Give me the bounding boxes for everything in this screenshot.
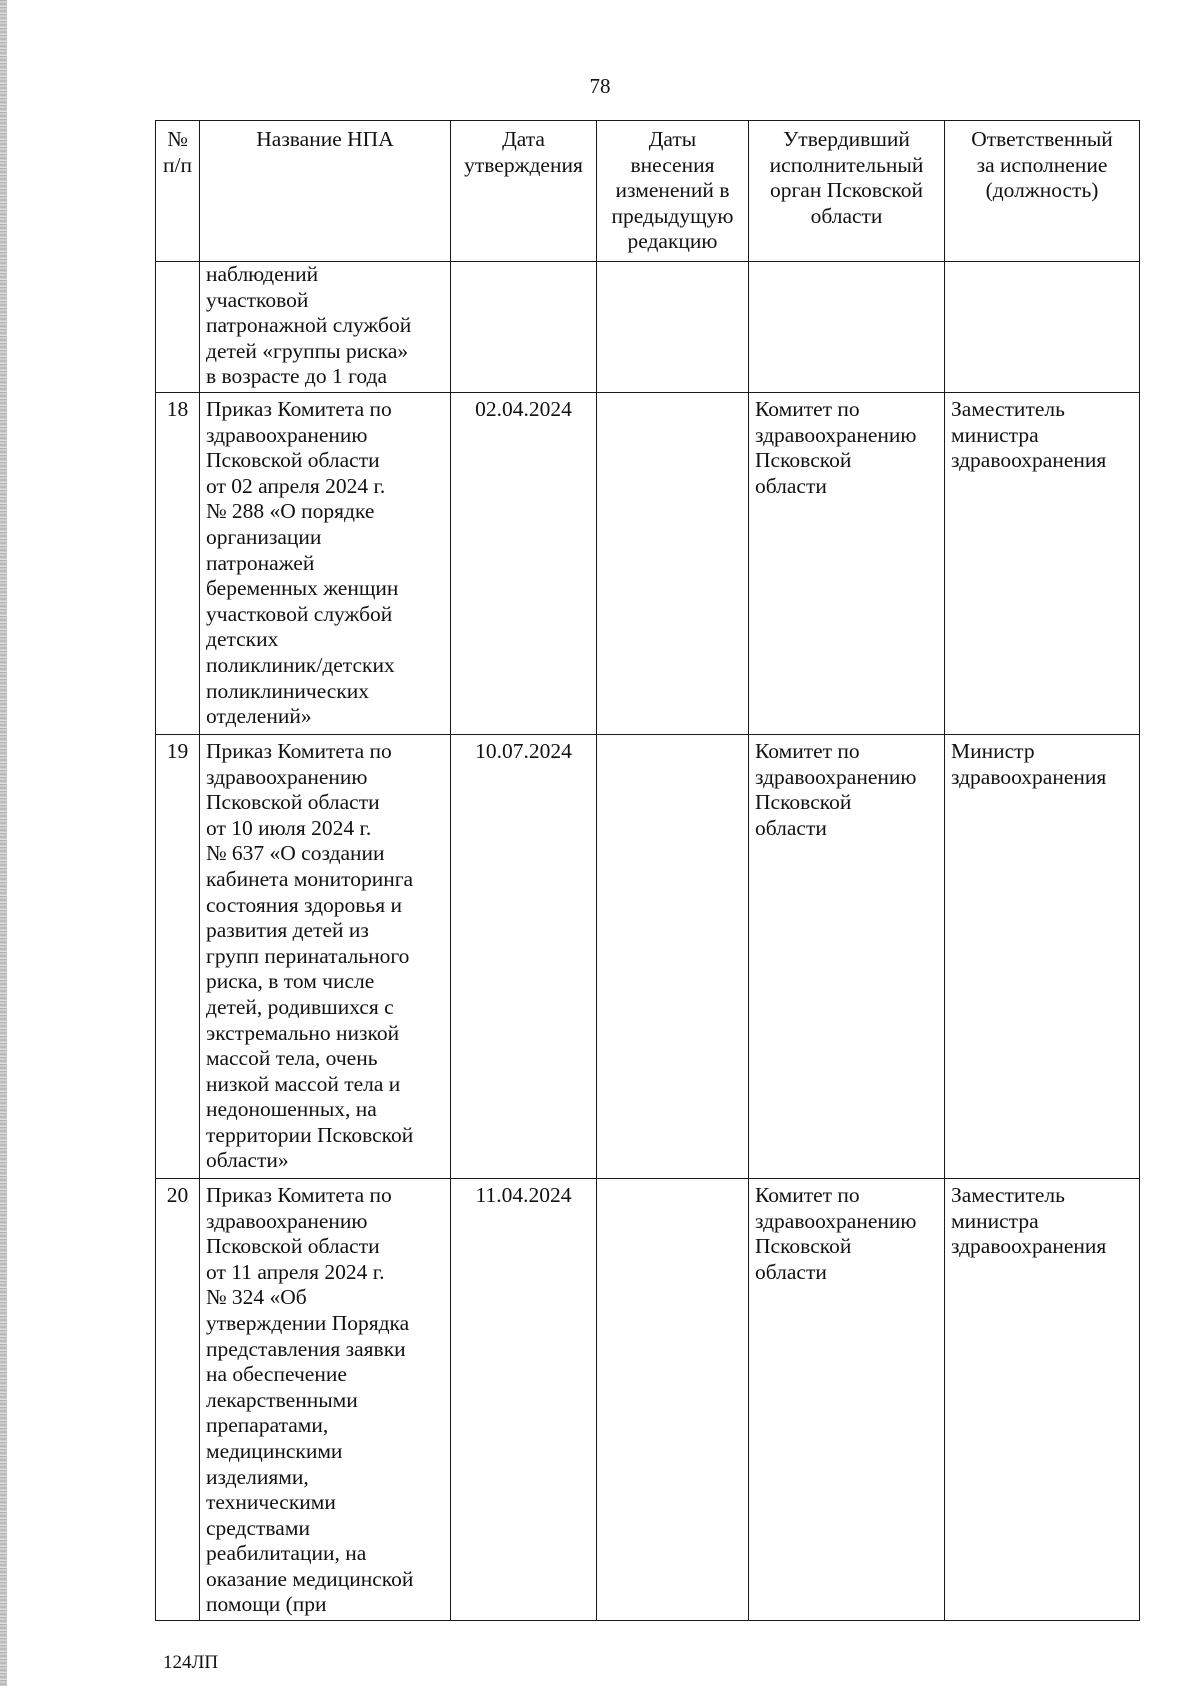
cell-date: 02.04.2024 <box>451 392 597 734</box>
header-approval-date: Дата утверждения <box>451 121 597 262</box>
page-number: 78 <box>589 74 611 98</box>
cell-changes <box>597 392 749 734</box>
cell-number: 18 <box>156 392 200 734</box>
header-responsible: Ответственный за исполнение (должность) <box>945 121 1140 262</box>
table-header-row <box>156 121 1140 262</box>
cell-name: Приказ Комитета по здравоохранению Псковской области от 10 июля 2024 г. № 637 «О создании кабинета мониторинга состояния здоровья и развития детей из групп перинатального риска, в том числе детей, родившихся с экстремально низкой массой тела, очень низкой массой тела и недоношенных, на территории Псковской области» <box>200 734 451 1178</box>
cell-date: 11.04.2024 <box>451 1178 597 1620</box>
cell-name: Приказ Комитета по здравоохранению Псковской области от 02 апреля 2024 г. № 288 «О порядке организации патронажей беременных женщин участковой службой детских поликлиник/детских поликлинических отделений» <box>200 392 451 734</box>
cell-name: Приказ Комитета по здравоохранению Псковской области от 11 апреля 2024 г. № 324 «Об утверждении Порядка представления заявки на обеспечение лекарственными препаратами, медицинскими изделиями, техническими средствами реабилитации, на оказание медицинской помощи (при <box>200 1178 451 1620</box>
table-row-continuation <box>156 262 1140 393</box>
cell-number: 20 <box>156 1178 200 1620</box>
table-row <box>156 734 1140 1178</box>
npa-table <box>155 120 1140 1621</box>
header-number: № п/п <box>156 121 200 262</box>
cell-changes <box>597 262 749 393</box>
table-row <box>156 1178 1140 1620</box>
cell-authority <box>749 262 945 393</box>
cell-authority: Комитет по здравоохранению Псковской области <box>749 734 945 1178</box>
cell-authority: Комитет по здравоохранению Псковской области <box>749 1178 945 1620</box>
header-change-dates: Даты внесения изменений в предыдущую редакцию <box>597 121 749 262</box>
cell-changes <box>597 1178 749 1620</box>
header-name: Название НПА <box>200 121 451 262</box>
header-approving-authority: Утвердивший исполнительный орган Псковской области <box>749 121 945 262</box>
cell-number: 19 <box>156 734 200 1178</box>
cell-date <box>451 262 597 393</box>
scan-edge <box>0 0 7 1686</box>
cell-responsible: Заместитель министра здравоохранения <box>945 1178 1140 1620</box>
cell-responsible: Заместитель министра здравоохранения <box>945 392 1140 734</box>
cell-responsible: Министр здравоохранения <box>945 734 1140 1178</box>
cell-name: наблюдений участковой патронажной службой детей «группы риска» в возрасте до 1 года <box>200 262 451 393</box>
cell-responsible <box>945 262 1140 393</box>
cell-authority: Комитет по здравоохранению Псковской области <box>749 392 945 734</box>
table-row <box>156 392 1140 734</box>
cell-date: 10.07.2024 <box>451 734 597 1178</box>
cell-changes <box>597 734 749 1178</box>
document-code: 124ЛП <box>163 1652 219 1673</box>
cell-number <box>156 262 200 393</box>
